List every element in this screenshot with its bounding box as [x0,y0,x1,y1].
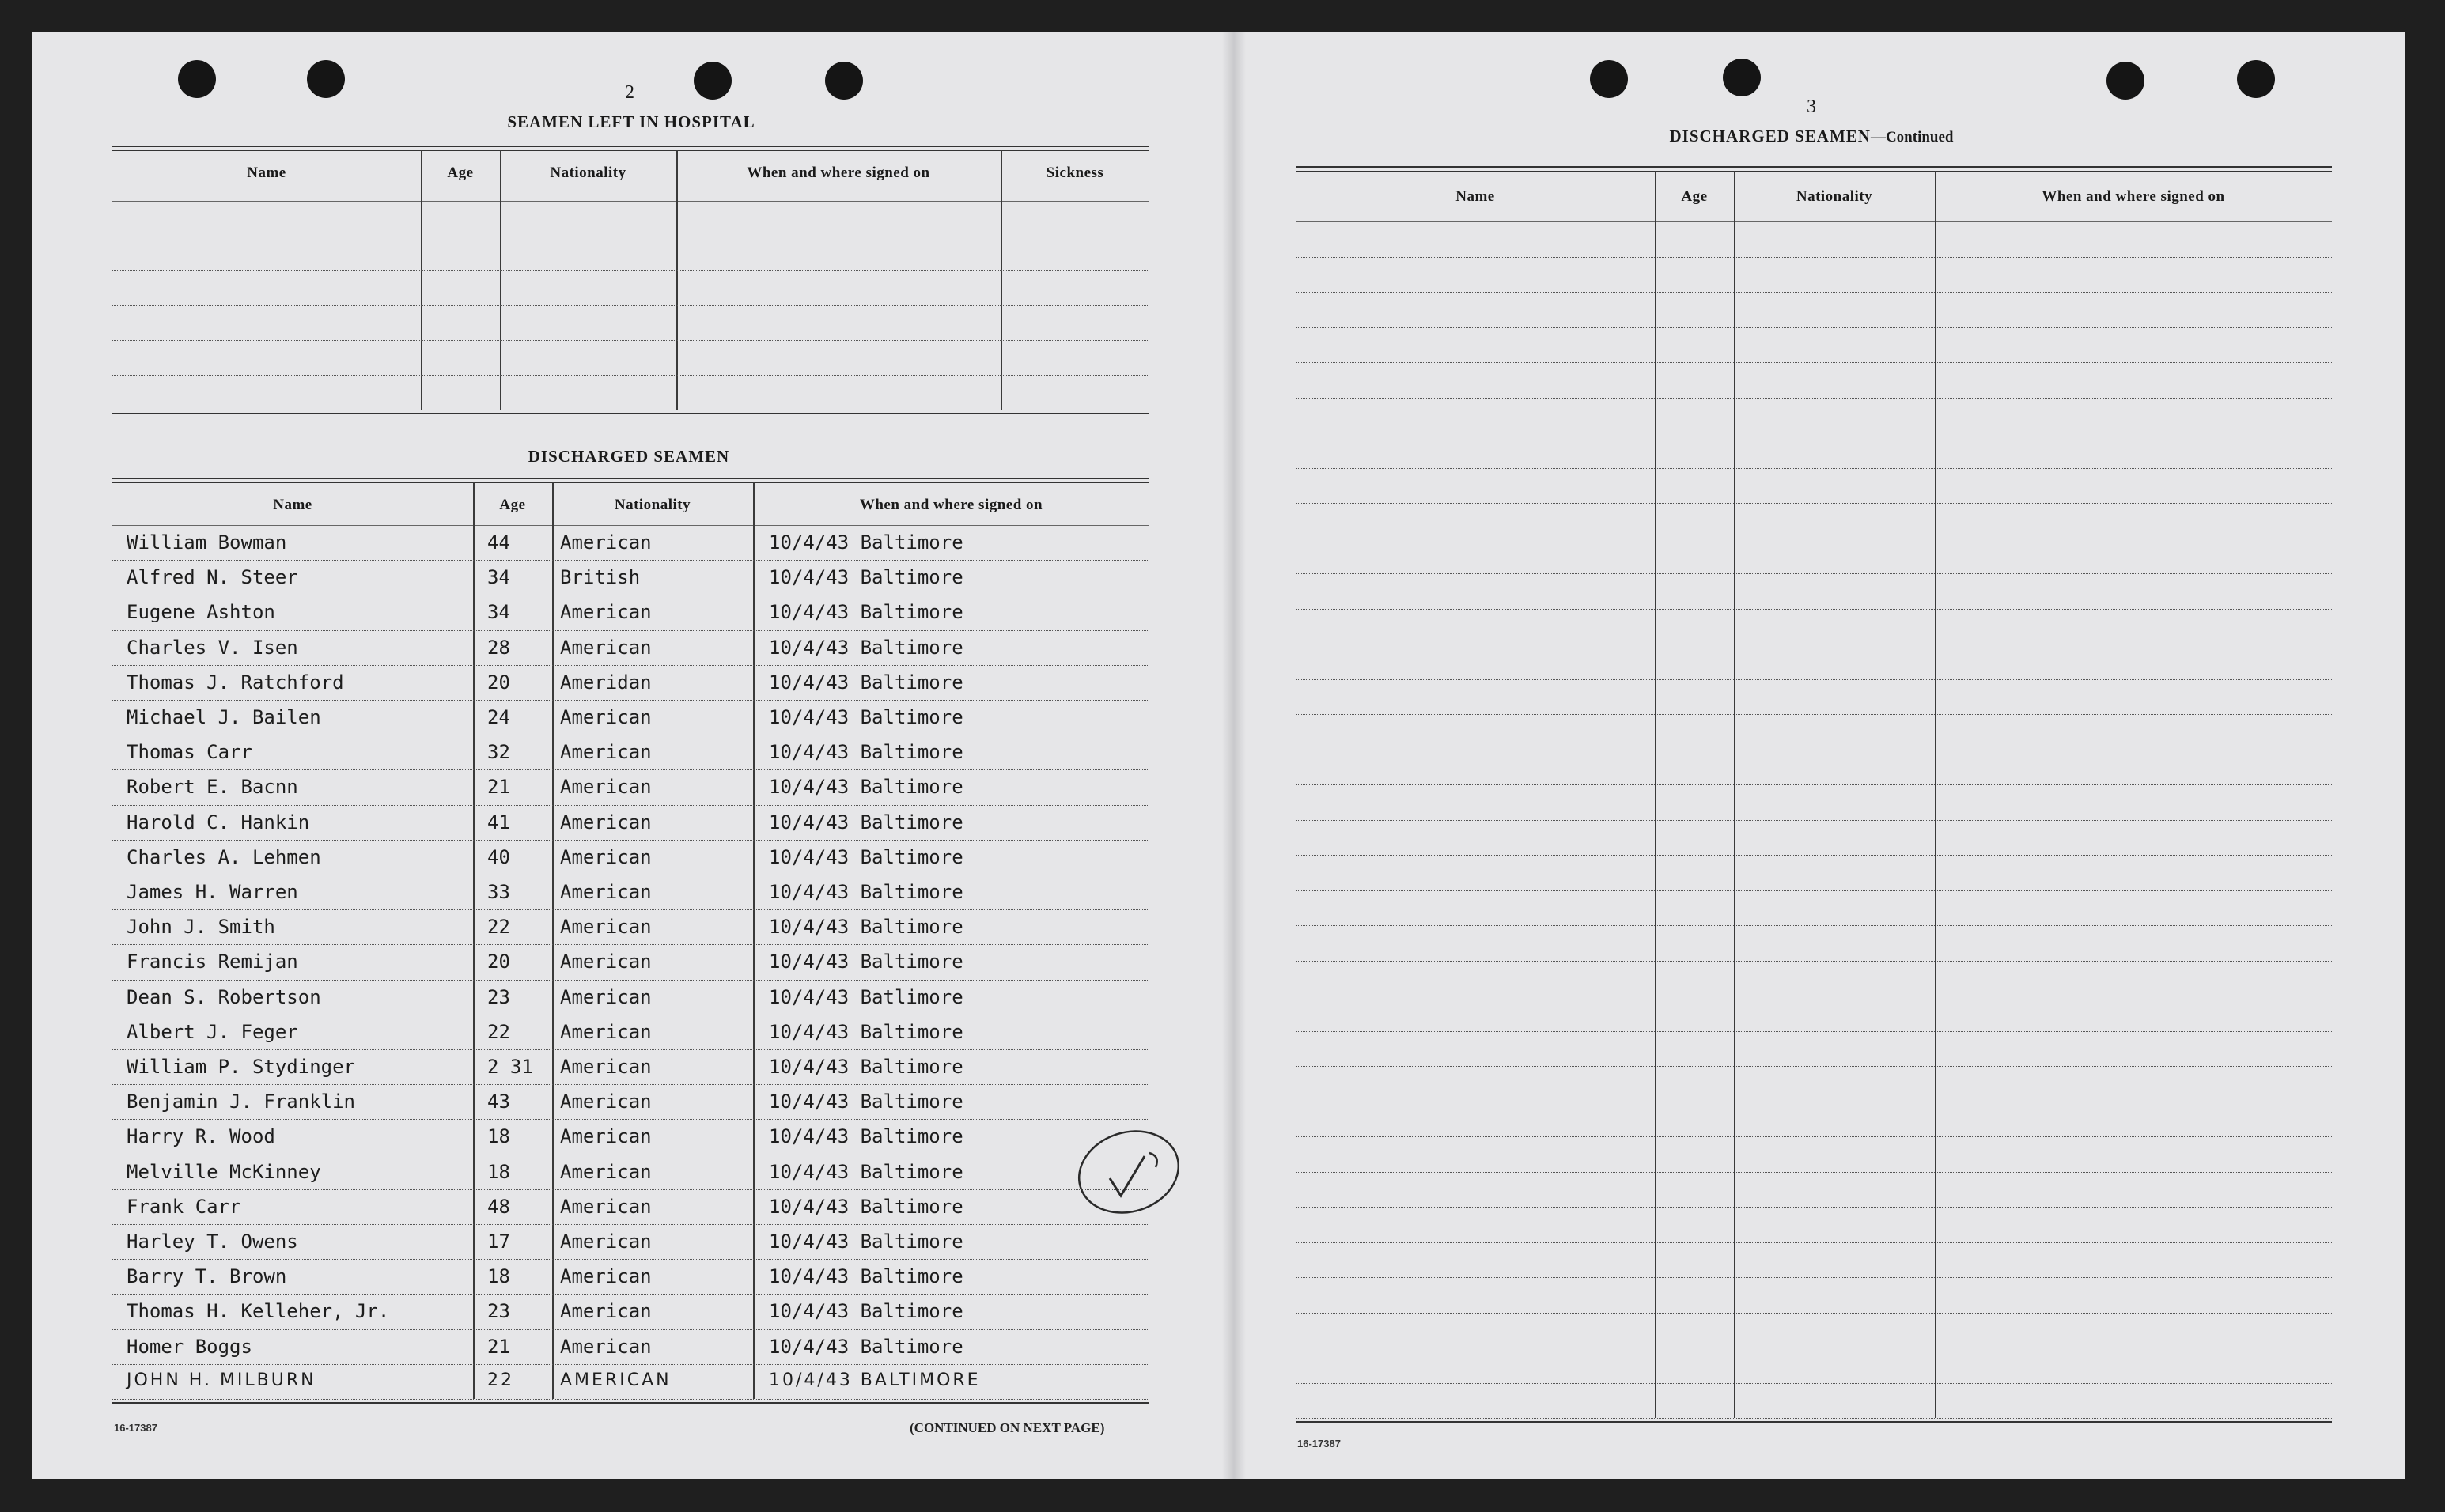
discharged-cell-nationality: American [560,1125,652,1148]
discharged-col-divider-2 [753,482,755,1399]
discharged-top-rule [112,478,1149,483]
discharged-col-header-2: Nationality [614,497,691,513]
discharged-cell-signed-on: 10/4/43 Baltimore [769,916,963,939]
hospital-col-divider-2 [676,150,678,410]
discharged-cell-signed-on: 10/4/43 Baltimore [769,1160,963,1183]
hospital-col-header-2: Nationality [550,164,626,181]
discharged-row-rule [112,1049,1149,1050]
discharged-bottom-rule [112,1402,1149,1404]
discharged-cell-age: 24 [487,706,510,728]
discharged-col-header-0: Name [273,497,312,513]
discharged-cell-signed-on: 10/4/43 Baltimore [769,1265,963,1288]
discharged-cell-name: Michael J. Bailen [127,706,321,728]
discharged-cell-nationality: American [560,1160,652,1183]
continued-col-header-2: Nationality [1796,188,1873,205]
punch-hole-3 [694,62,732,100]
discharged-cell-name: Benjamin J. Franklin [127,1091,355,1113]
continued-col-header-3: When and where signed on [2042,188,2225,205]
continued-row-rule [1296,961,2332,962]
discharged-cell-nationality: American [560,601,652,624]
discharged-cell-age: 23 [487,1300,510,1323]
hospital-col-header-1: Age [447,164,474,181]
continued-row-rule [1296,1242,2332,1243]
discharged-cell-signed-on: 10/4/43 Baltimore [769,951,963,973]
discharged-cell-signed-on: 10/4/43 Baltimore [769,671,963,694]
hospital-col-header-3: When and where signed on [747,164,930,181]
discharged-row-rule [112,805,1149,806]
discharged-cell-age: 28 [487,636,510,659]
discharged-row-rule [112,630,1149,631]
discharged-row-rule [112,700,1149,701]
continued-section-title [1614,127,2009,146]
discharged-cell-age: 21 [487,1335,510,1358]
hospital-col-divider-3 [1001,150,1002,410]
hospital-section-title: SEAMEN LEFT IN HOSPITAL [507,112,755,131]
continued-row-rule [1296,784,2332,785]
discharged-cell-signed-on: 10/4/43 Baltimore [769,1056,963,1078]
discharged-cell-name: Eugene Ashton [127,601,275,624]
continued-row-rule [1296,362,2332,363]
handwritten-check-icon [1072,1123,1190,1218]
continued-col-divider-2 [1935,171,1936,1418]
discharged-cell-signed-on: 10/4/43 Baltimore [769,706,963,728]
continued-row-rule [1296,679,2332,680]
discharged-cell-signed-on: 10/4/43 Baltimore [769,601,963,624]
discharged-cell-signed-on: 10/4/43 Baltimore [769,1195,963,1218]
continued-row-rule [1296,1031,2332,1032]
discharged-cell-name: Homer Boggs [127,1335,252,1358]
continued-row-rule [1296,1066,2332,1067]
discharged-cell-signed-on: 10/4/43 Baltimore [769,566,963,589]
discharged-row-rule [112,1329,1149,1330]
discharged-cell-signed-on: 10/4/43 Baltimore [769,531,963,554]
discharged-cell-name: Francis Remijan [127,951,298,973]
discharged-cell-name: Alfred N. Steer [127,566,298,589]
discharged-cell-signed-on: 10/4/43 Baltimore [769,811,963,833]
discharged-row-rule [112,909,1149,910]
continued-bottom-rule [1296,1421,2332,1423]
discharged-cell-signed-on: 10/4/43 Baltimore [769,1020,963,1043]
discharged-cell-nationality: AMERICAN [560,1370,672,1390]
continued-row-rule [1296,1277,2332,1278]
discharged-cell-age: 18 [487,1265,510,1288]
continued-header-rule [1296,221,2332,222]
discharged-cell-name: Robert E. Bacnn [127,776,298,799]
discharged-cell-age: 34 [487,566,510,589]
discharged-header-rule [112,525,1149,526]
discharged-col-divider-0 [473,482,475,1399]
punch-hole-5 [1590,60,1628,98]
continued-row-rule [1296,925,2332,926]
discharged-cell-name: Charles V. Isen [127,636,298,659]
continued-row-rule [1296,327,2332,328]
discharged-cell-name: Harley T. Owens [127,1230,298,1253]
discharged-cell-nationality: American [560,741,652,764]
discharged-cell-age: 22 [487,1020,510,1043]
discharged-cell-age: 22 [487,916,510,939]
continued-col-header-0: Name [1455,188,1495,205]
right-form-number: 16-17387 [1297,1438,1341,1450]
discharged-cell-age: 17 [487,1230,510,1253]
discharged-cell-signed-on: 10/4/43 Batlimore [769,985,963,1008]
discharged-cell-nationality: American [560,1230,652,1253]
punch-hole-2 [307,60,345,98]
continued-top-rule [1296,166,2332,172]
discharged-cell-signed-on: 10/4/43 Baltimore [769,1230,963,1253]
discharged-cell-nationality: American [560,916,652,939]
continued-note: (CONTINUED ON NEXT PAGE) [910,1420,1105,1435]
continued-row-rule [1296,468,2332,469]
discharged-cell-name: Barry T. Brown [127,1265,287,1288]
discharged-cell-signed-on: 10/4/43 Baltimore [769,1300,963,1323]
discharged-row-rule [112,1189,1149,1190]
hospital-col-header-4: Sickness [1046,164,1104,181]
continued-title-main: DISCHARGED SEAMEN [1669,127,1871,146]
discharged-row-rule [112,1119,1149,1120]
continued-row-rule [1296,1207,2332,1208]
discharged-section-title: DISCHARGED SEAMEN [528,447,730,466]
continued-col-divider-1 [1734,171,1735,1418]
discharged-cell-age: 32 [487,741,510,764]
discharged-row-rule [112,560,1149,561]
discharged-cell-signed-on: 10/4/43 Baltimore [769,1125,963,1148]
continued-row-rule [1296,503,2332,504]
discharged-row-rule [112,1259,1149,1260]
continued-row-rule [1296,890,2332,891]
discharged-row-rule [112,1224,1149,1225]
discharged-cell-signed-on: 10/4/43 BALTIMORE [769,1370,981,1390]
discharged-cell-name: William Bowman [127,531,287,554]
discharged-cell-nationality: American [560,811,652,833]
continued-row-rule [1296,257,2332,258]
hospital-row-rule [112,270,1149,271]
discharged-cell-name: Dean S. Robertson [127,985,321,1008]
discharged-row-rule [112,840,1149,841]
discharged-row-rule [112,769,1149,770]
discharged-cell-signed-on: 10/4/43 Baltimore [769,636,963,659]
hospital-row-rule [112,305,1149,306]
discharged-cell-nationality: American [560,1195,652,1218]
discharged-cell-name: Melville McKinney [127,1160,321,1183]
hospital-row-rule [112,340,1149,341]
continued-row-rule [1296,398,2332,399]
discharged-cell-age: 33 [487,881,510,903]
book-gutter [1222,32,1246,1479]
continued-col-header-1: Age [1681,188,1708,205]
discharged-cell-age: 21 [487,776,510,799]
discharged-cell-name: Charles A. Lehmen [127,845,321,868]
continued-row-rule [1296,1172,2332,1173]
hospital-col-divider-0 [421,150,422,410]
discharged-cell-name: James H. Warren [127,881,298,903]
discharged-row-rule [112,1364,1149,1365]
discharged-cell-nationality: American [560,706,652,728]
discharged-cell-signed-on: 10/4/43 Baltimore [769,1091,963,1113]
discharged-cell-name: Thomas Carr [127,741,252,764]
discharged-cell-nationality: American [560,881,652,903]
discharged-cell-age: 40 [487,845,510,868]
discharged-cell-name: Thomas H. Kelleher, Jr. [127,1300,390,1323]
discharged-cell-name: Albert J. Feger [127,1020,298,1043]
discharged-cell-nationality: British [560,566,641,589]
right-page-number: 3 [1807,96,1816,117]
discharged-cell-nationality: American [560,531,652,554]
discharged-cell-age: 20 [487,671,510,694]
discharged-cell-nationality: American [560,1020,652,1043]
discharged-cell-name: Frank Carr [127,1195,241,1218]
discharged-cell-signed-on: 10/4/43 Baltimore [769,845,963,868]
continued-row-rule [1296,855,2332,856]
continued-col-divider-0 [1655,171,1656,1418]
continued-row-rule [1296,1313,2332,1314]
discharged-cell-age: 34 [487,601,510,624]
discharged-cell-age: 20 [487,951,510,973]
discharged-cell-name: John J. Smith [127,916,275,939]
discharged-row-rule [112,665,1149,666]
discharged-row-rule [112,1294,1149,1295]
discharged-cell-name: Harry R. Wood [127,1125,275,1148]
discharged-cell-nationality: American [560,636,652,659]
discharged-cell-nationality: American [560,776,652,799]
hospital-top-rule [112,146,1149,151]
discharged-cell-name: Thomas J. Ratchford [127,671,344,694]
discharged-cell-nationality: American [560,845,652,868]
discharged-cell-age: 44 [487,531,510,554]
punch-hole-8 [2237,60,2275,98]
discharged-cell-nationality: American [560,1091,652,1113]
hospital-col-divider-1 [500,150,501,410]
discharged-cell-nationality: American [560,985,652,1008]
punch-hole-7 [2106,62,2144,100]
discharged-cell-nationality: Ameridan [560,671,652,694]
discharged-col-header-3: When and where signed on [859,497,1043,513]
discharged-cell-age: 43 [487,1091,510,1113]
continued-row-rule [1296,1383,2332,1384]
continued-row-rule [1296,714,2332,715]
continued-row-rule [1296,1418,2332,1419]
hospital-col-header-0: Name [247,164,286,181]
discharged-row-rule [112,1399,1149,1400]
punch-hole-6 [1723,59,1761,96]
discharged-cell-signed-on: 10/4/43 Baltimore [769,776,963,799]
punch-hole-4 [825,62,863,100]
hospital-header-rule [112,201,1149,202]
discharged-cell-age: 23 [487,985,510,1008]
discharged-cell-nationality: American [560,1300,652,1323]
discharged-cell-nationality: American [560,1265,652,1288]
discharged-cell-nationality: American [560,951,652,973]
discharged-cell-name: Harold C. Hankin [127,811,310,833]
continued-row-rule [1296,573,2332,574]
discharged-col-divider-1 [552,482,554,1399]
discharged-cell-signed-on: 10/4/43 Baltimore [769,1335,963,1358]
hospital-row-rule [112,375,1149,376]
discharged-cell-age: 48 [487,1195,510,1218]
discharged-cell-age: 22 [487,1370,514,1390]
continued-row-rule [1296,609,2332,610]
discharged-row-rule [112,944,1149,945]
discharged-cell-signed-on: 10/4/43 Baltimore [769,741,963,764]
continued-title-suffix: —Continued [1870,129,1954,146]
discharged-cell-age: 18 [487,1160,510,1183]
discharged-row-rule [112,1084,1149,1085]
discharged-cell-age: 2 31 [487,1056,533,1078]
discharged-row-rule [112,980,1149,981]
hospital-bottom-rule [112,413,1149,414]
discharged-col-header-1: Age [499,497,526,513]
continued-row-rule [1296,292,2332,293]
right-page [1234,32,2405,1479]
punch-hole-1 [178,60,216,98]
left-form-number: 16-17387 [114,1422,157,1434]
left-page-number: 2 [625,82,634,103]
continued-row-rule [1296,820,2332,821]
discharged-cell-nationality: American [560,1335,652,1358]
discharged-cell-signed-on: 10/4/43 Baltimore [769,881,963,903]
discharged-cell-name: JOHN H. MILBURN [127,1370,316,1390]
discharged-cell-name: William P. Stydinger [127,1056,355,1078]
discharged-cell-nationality: American [560,1056,652,1078]
continued-row-rule [1296,1136,2332,1137]
discharged-cell-age: 41 [487,811,510,833]
discharged-cell-age: 18 [487,1125,510,1148]
